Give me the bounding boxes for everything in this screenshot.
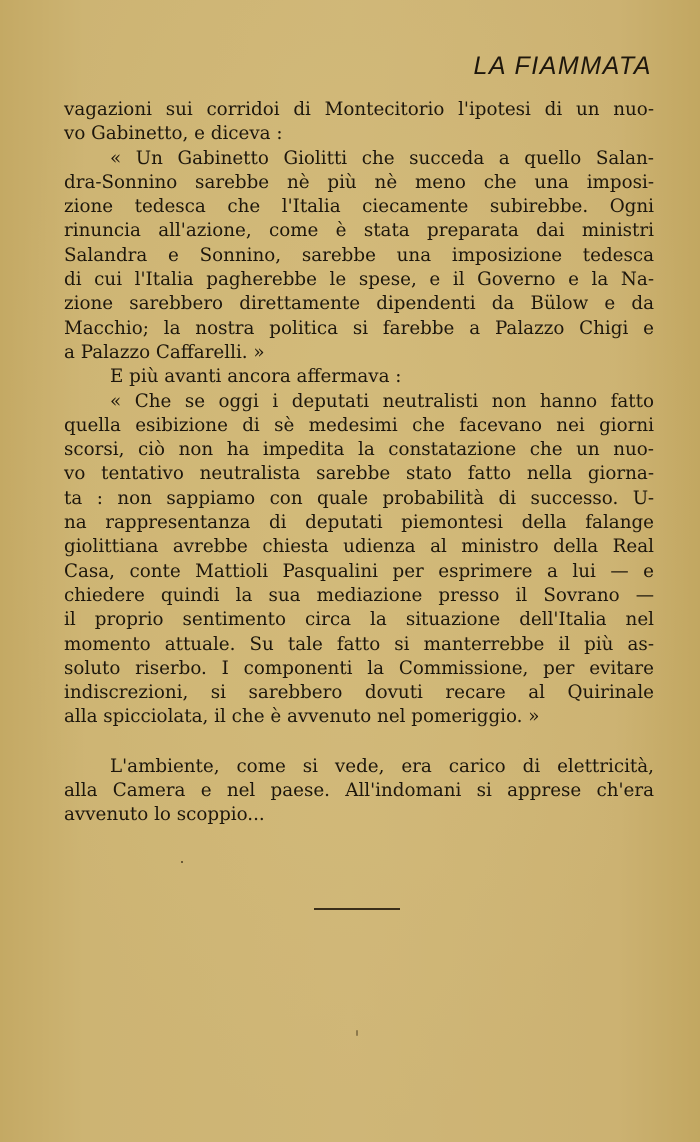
paper-speck <box>181 861 183 863</box>
text-line: zione sarebbero direttamente dipendenti da Bülow e da <box>64 293 654 315</box>
text-line: Salandra e Sonnino, sarebbe una imposizione tedesca <box>64 244 654 266</box>
text-line: alla spicciolata, il che è avvenuto nel pomeriggio. » <box>64 706 540 728</box>
paragraph <box>64 98 654 147</box>
text-line: indiscrezioni, si sarebbero dovuti recare al Quirinale <box>64 682 654 704</box>
text-line: chiedere quindi la sua mediazione presso il Sovrano — <box>64 584 654 606</box>
text-line: « Che se oggi i deputati neutralisti non hanno fatto <box>110 390 654 412</box>
text-line: ta : non sappiamo con quale probabilità di successo. U- <box>64 487 654 509</box>
text-line: na rappresentanza di deputati piemontesi della falange <box>64 512 654 534</box>
text-line: soluto riserbo. I componenti la Commissione, per evitare <box>64 657 654 679</box>
paragraph <box>64 755 654 828</box>
text-line: Macchio; la nostra politica si farebbe a Palazzo Chigi e <box>64 317 654 339</box>
paragraph <box>64 390 654 730</box>
text-line: giolittiana avrebbe chiesta udienza al ministro della Real <box>64 536 654 558</box>
paragraph <box>64 365 654 389</box>
body-text <box>64 98 654 828</box>
text-line: a Palazzo Caffarelli. » <box>64 341 265 363</box>
text-line: dra-Sonnino sarebbe nè più nè meno che una imposi- <box>64 171 654 193</box>
text-line: « Un Gabinetto Giolitti che succeda a quello Salan- <box>110 147 654 169</box>
section-end-rule <box>314 908 400 910</box>
text-line: rinuncia all'azione, come è stata preparata dai ministri <box>64 220 654 242</box>
text-line: Casa, conte Mattioli Pasqualini per esprimere a lui — e <box>64 560 654 582</box>
paragraph-gap <box>64 730 654 755</box>
text-line: vo tentativo neutralista sarebbe stato fatto nella giorna- <box>64 463 654 485</box>
running-header: LA FIAMMATA <box>473 52 652 80</box>
text-line: avvenuto lo scoppio... <box>64 804 265 826</box>
text-line: momento attuale. Su tale fatto si manterrebbe il più as- <box>64 633 654 655</box>
paragraph <box>64 147 654 366</box>
text-line: E più avanti ancora affermava : <box>110 366 402 388</box>
text-line: di cui l'Italia pagherebbe le spese, e il Governo e la Na- <box>64 269 654 291</box>
text-line: L'ambiente, come si vede, era carico di elettricità, <box>110 755 654 777</box>
text-line: alla Camera e nel paese. All'indomani si apprese ch'era <box>64 780 654 802</box>
paper-speck <box>356 1030 358 1036</box>
text-line: vagazioni sui corridoi di Montecitorio l'ipotesi di un nuo- <box>64 99 654 120</box>
text-line: zione tedesca che l'Italia ciecamente subirebbe. Ogni <box>64 196 654 218</box>
text-line: quella esibizione di sè medesimi che facevano nei giorni <box>64 414 654 436</box>
text-line: scorsi, ciò non ha impedita la constatazione che un nuo- <box>64 439 654 461</box>
text-line: il proprio sentimento circa la situazione dell'Italia nel <box>64 609 654 631</box>
text-line: vo Gabinetto, e diceva : <box>64 123 283 145</box>
